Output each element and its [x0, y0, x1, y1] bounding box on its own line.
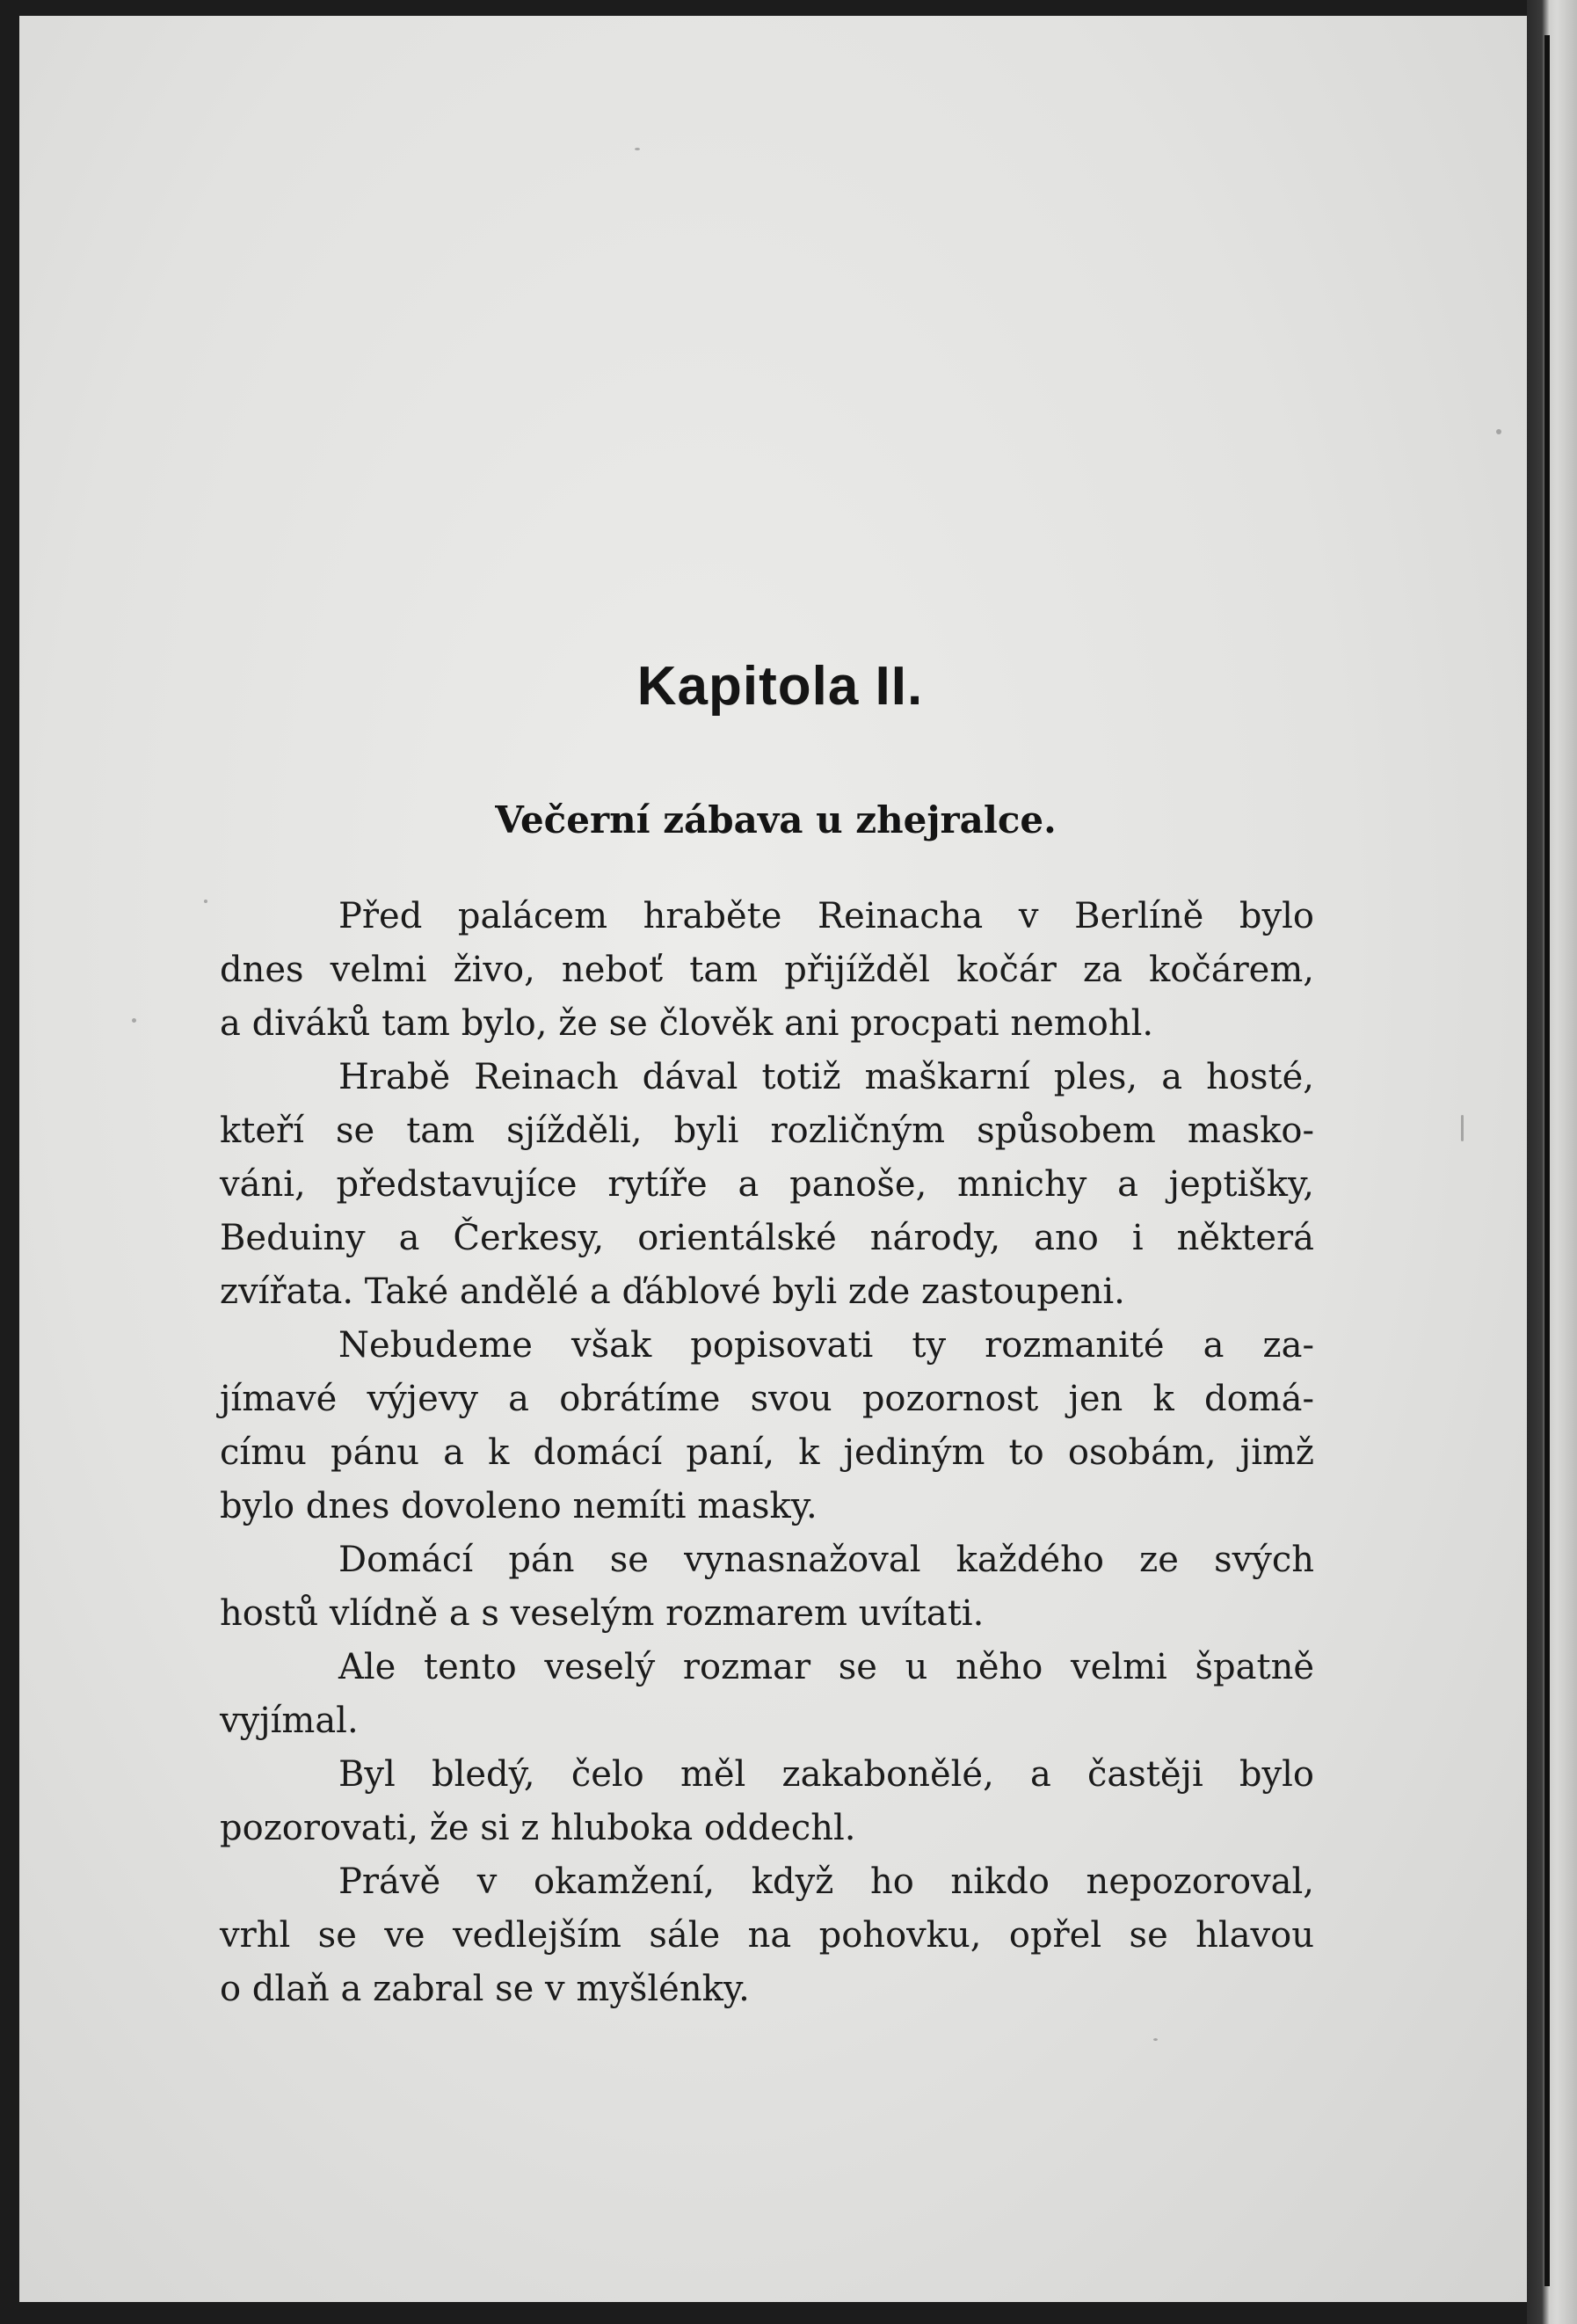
- text-line: o dlaň a zabral se v myšlénky.: [220, 1969, 750, 2009]
- text-line: Domácí pán se vynasnažoval každého ze svých: [338, 1540, 1314, 1580]
- paragraph-6: [220, 1748, 1314, 1855]
- text-line: jímavé výjevy a obrátíme svou pozornost jen k domá-: [220, 1379, 1314, 1419]
- text-line: vrhl se ve vedlejším sále na pohovku, opřel se hlavou: [220, 1915, 1314, 1956]
- text-line: Před palácem hraběte Reinacha v Berlíně bylo: [338, 896, 1314, 936]
- text-line: hostů vlídně a s veselým rozmarem uvítati.: [220, 1593, 985, 1634]
- paper-speck: [204, 900, 207, 903]
- text-line: Beduiny a Čerkesy, orientálské národy, ano i některá: [220, 1218, 1314, 1258]
- paragraph-3: [220, 1319, 1314, 1534]
- text-line: a diváků tam bylo, že se člověk ani procpati nemohl.: [220, 1003, 1154, 1044]
- paragraph-4: [220, 1534, 1314, 1641]
- paper-speck: [1496, 429, 1501, 434]
- paragraph-7: [220, 1855, 1314, 2016]
- paper-speck: [1153, 2038, 1158, 2041]
- paragraph-1: [220, 890, 1314, 1051]
- text-line: kteří se tam sjížděli, byli rozličným spůsobem masko-: [220, 1111, 1314, 1151]
- paragraph-5: [220, 1641, 1314, 1748]
- page-edge-right: [1527, 0, 1577, 2324]
- text-line: bylo dnes dovoleno nemíti masky.: [220, 1486, 818, 1526]
- paper-speck: [132, 1018, 136, 1023]
- page-content: [220, 656, 1314, 2016]
- paper-speck: [635, 148, 640, 150]
- text-line: Ale tento veselý rozmar se u něho velmi špatně: [338, 1647, 1314, 1687]
- chapter-subtitle: Večerní zábava u zhejralce.: [495, 798, 1057, 841]
- text-line: Právě v okamžení, když ho nikdo nepozoroval,: [338, 1861, 1314, 1902]
- paper-speck: [1461, 1115, 1464, 1141]
- text-line: Byl bledý, čelo měl zakabonělé, a častěji bylo: [338, 1754, 1314, 1795]
- text-line: Hrabě Reinach dával totiž maškarní ples, a hosté,: [338, 1057, 1314, 1097]
- text-line: dnes velmi živo, neboť tam přijížděl kočár za kočárem,: [220, 950, 1314, 990]
- text-line: vyjímal.: [220, 1701, 359, 1741]
- binding-line: [1544, 35, 1550, 2286]
- text-line: címu pánu a k domácí paní, k jediným to osobám, jimž: [220, 1432, 1314, 1473]
- chapter-title: Kapitola II.: [636, 656, 924, 717]
- text-line: váni, představujíce rytíře a panoše, mnichy a jeptišky,: [220, 1164, 1314, 1205]
- text-line: zvířata. Také andělé a ďáblové byli zde zastoupeni.: [220, 1271, 1125, 1312]
- text-line: Nebudeme však popisovati ty rozmanité a za-: [338, 1325, 1314, 1366]
- text-line: pozorovati, že si z hluboka oddechl.: [220, 1808, 856, 1848]
- paragraph-2: [220, 1051, 1314, 1319]
